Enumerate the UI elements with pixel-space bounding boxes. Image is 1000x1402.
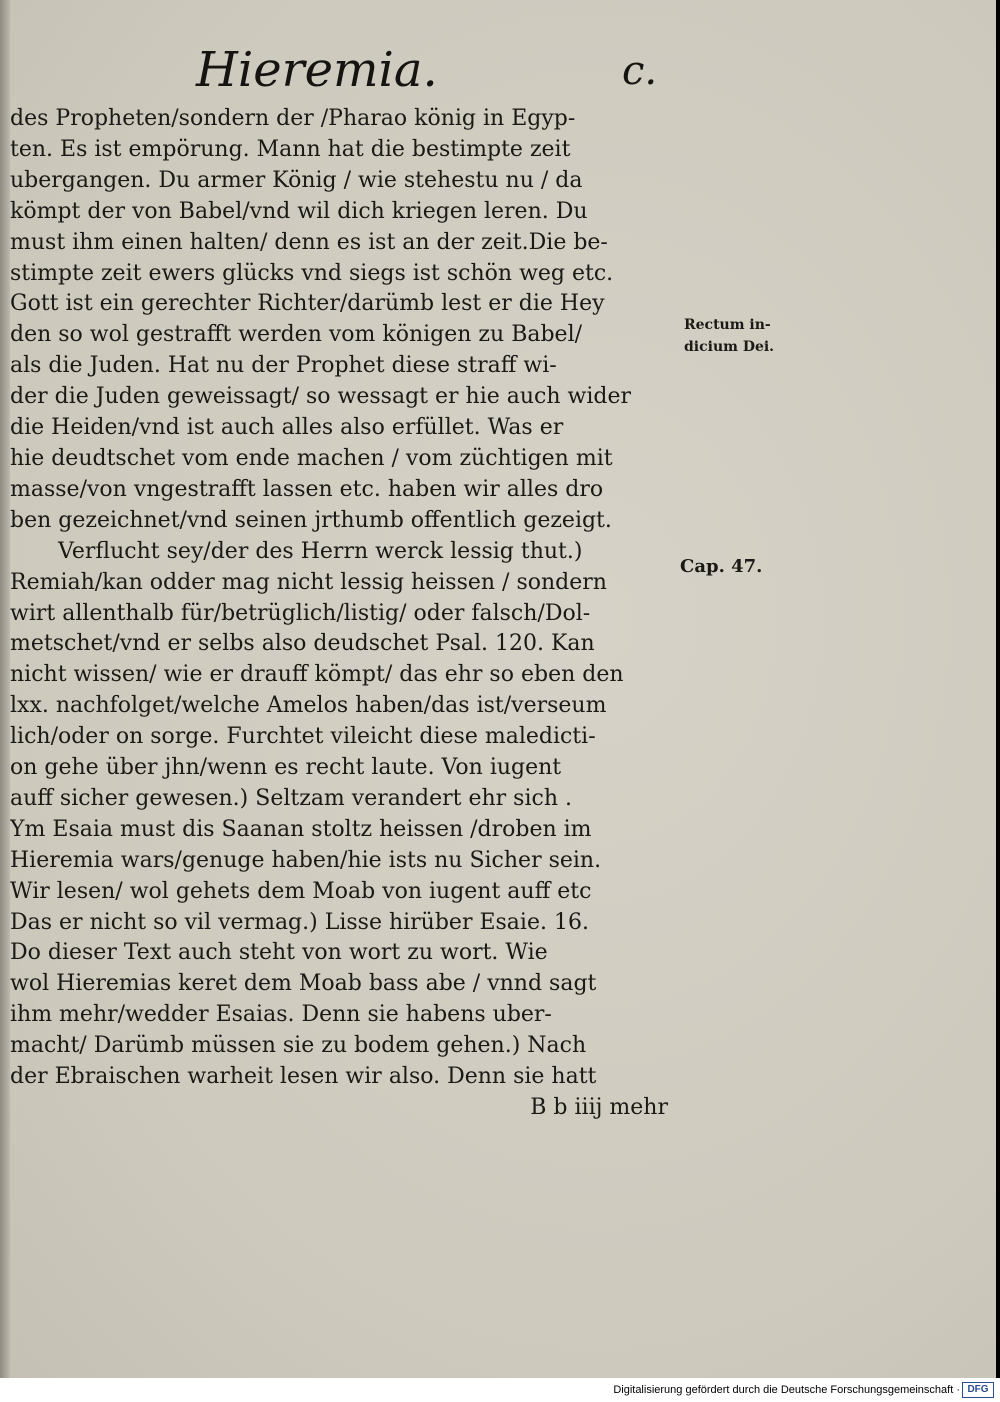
text-line: Ym Esaia must dis Saanan stoltz heissen /droben im xyxy=(10,816,592,842)
margin-note-line: Rectum in- xyxy=(684,317,771,333)
text-line: der Ebraischen warheit lesen wir also. Denn sie hatt xyxy=(10,1064,597,1090)
footer-bar xyxy=(0,1378,1000,1402)
text-line: metschet/vnd er selbs also deudschet Psal. 120. Kan xyxy=(10,631,595,657)
text-line: lich/oder on sorge. Furchtet vileicht diese maledicti- xyxy=(10,724,596,750)
text-line: ubergangen. Du armer König / wie stehestu nu / da xyxy=(10,167,583,193)
text-line: Gott ist ein gerechter Richter/darümb lest er die Hey xyxy=(10,291,605,317)
text-line: ihm mehr/wedder Esaias. Denn sie habens uber- xyxy=(10,1002,552,1028)
text-line: wol Hieremias keret dem Moab bass abe / vnnd sagt xyxy=(10,971,597,997)
text-line: den so wol gestrafft werden vom königen zu Babel/ xyxy=(10,322,583,348)
margin-note-line: dicium Dei. xyxy=(684,339,775,355)
text-line: nicht wissen/ wie er drauff kömpt/ das ehr so eben den xyxy=(10,662,624,688)
text-line: auff sicher gewesen.) Seltzam verandert ehr sich . xyxy=(10,785,572,811)
text-line: kömpt der von Babel/vnd wil dich kriegen leren. Du xyxy=(10,198,588,224)
folio-number: c. xyxy=(622,48,658,94)
text-line: Remiah/kan odder mag nicht lessig heissen / sondern xyxy=(10,569,607,595)
text-line: hie deudtschet vom ende machen / vom züchtigen mit xyxy=(10,445,613,471)
funding-credit: Digitalisierung gefördert durch die Deutsche Forschungsgemeinschaft · xyxy=(613,1384,960,1396)
text-line: als die Juden. Hat nu der Prophet diese straff wi- xyxy=(10,353,557,379)
text-line: Wir lesen/ wol gehets dem Moab von iugent auff etc xyxy=(10,878,592,904)
text-line: Do dieser Text auch steht von wort zu wort. Wie xyxy=(10,940,548,966)
running-head-title: Hieremia. xyxy=(196,42,438,98)
text-line: Verflucht sey/der des Herrn werck lessig thut.) xyxy=(58,538,583,564)
text-line: must ihm einen halten/ denn es ist an der zeit.Die be- xyxy=(10,229,608,255)
margin-note-chapter: Cap. 47. xyxy=(680,556,763,577)
text-line: masse/von vngestrafft lassen etc. haben wir alles dro xyxy=(10,476,604,502)
text-line: ben gezeichnet/vnd seinen jrthumb offentlich gezeigt. xyxy=(10,507,612,533)
text-line: stimpte zeit ewers glücks vnd siegs ist schön weg etc. xyxy=(10,260,614,286)
text-line: des Propheten/sondern der /Pharao könig in Egyp- xyxy=(10,106,576,131)
text-line: ten. Es ist empörung. Mann hat die bestimpte zeit xyxy=(10,136,571,162)
page-spine-shadow xyxy=(0,0,10,1378)
catchword-signature: B b iiij mehr xyxy=(530,1095,668,1120)
main-text-block xyxy=(10,104,680,1124)
text-line: Das er nicht so vil vermag.) Lisse hirüber Esaie. 16. xyxy=(10,909,589,935)
text-line: die Heiden/vnd ist auch alles also erfüllet. Was er xyxy=(10,415,564,441)
text-line: on gehe über jhn/wenn es recht laute. Von iugent xyxy=(10,755,562,781)
text-line: macht/ Darümb müssen sie zu bodem gehen.) Nach xyxy=(10,1033,587,1059)
margin-note-rectum-iudicium xyxy=(684,314,774,358)
text-line: wirt allenthalb für/betrüglich/listig/ oder falsch/Dol- xyxy=(10,600,591,626)
text-line: lxx. nachfolget/welche Amelos haben/das ist/verseum xyxy=(10,693,607,719)
text-line: Hieremia wars/genuge haben/hie ists nu Sicher sein. xyxy=(10,847,602,873)
dfg-logo-icon: DFG xyxy=(962,1382,994,1398)
text-line: der die Juden geweissagt/ so wessagt er hie auch wider xyxy=(10,384,632,410)
